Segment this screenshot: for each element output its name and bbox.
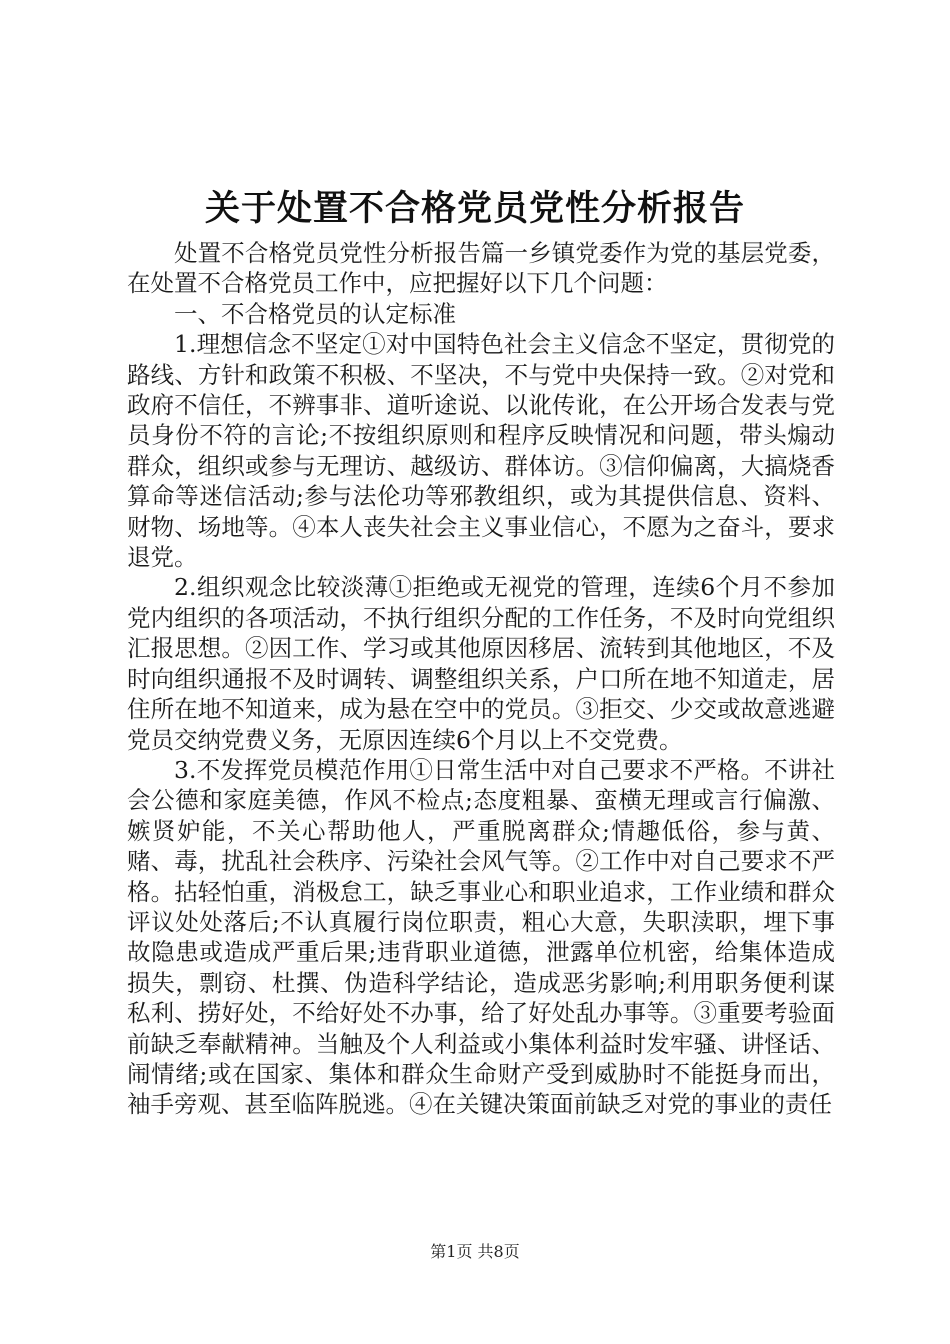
paragraph-item-2: 2.组织观念比较淡薄①拒绝或无视党的管理，连续6个月不参加党内组织的各项活动，不执行组织分配的工作任务，不及时向党组织汇报思想。②因工作、学习或其他原因移居、流转到其他地区，不及时向组织通报不及时调转、调整组织关系，户口所在地不知道走，居住所在地不知道来，成为悬在空中的党员。③拒交、少交或故意逃避党员交纳党费义务，无原因连续6个月以上不交党费。 bbox=[127, 573, 835, 754]
document-title: 关于处置不合格党员党性分析报告 bbox=[204, 188, 745, 229]
document-body bbox=[127, 238, 835, 1120]
paragraph-item-3: 3.不发挥党员模范作用①日常生活中对自己要求不严格。不讲社会公德和家庭美德，作风不检点;态度粗暴、蛮横无理或言行偏激、嫉贤妒能，不关心帮助他人，严重脱离群众;情趣低俗，参与黄、赌、毒，扰乱社会秩序、污染社会风气等。②工作中对自己要求不严格。拈轻怕重，消极怠工，缺乏事业心和职业追求，工作业绩和群众评议处处落后;不认真履行岗位职责，粗心大意，失职渎职，埋下事故隐患或造成严重后果;违背职业道德，泄露单位机密，给集体造成损失，剽窃、杜撰、伪造科学结论，造成恶劣影响;利用职务便利谋私利、捞好处，不给好处不办事，给了好处乱办事等。③重要考验面前缺乏奉献精神。当触及个人利益或小集体利益时发牢骚、讲怪话、闹情绪;或在国家、集体和群众生命财产受到威胁时不能挺身而出，袖手旁观、甚至临阵脱逃。④在关键决策面前缺乏对党的事业的责任 bbox=[127, 755, 835, 1119]
page-number-footer: 第1页 共8页 bbox=[430, 1242, 520, 1261]
section-heading: 一、不合格党员的认定标准 bbox=[174, 299, 456, 328]
paragraph-item-1: 1.理想信念不坚定①对中国特色社会主义信念不坚定，贯彻党的路线、方针和政策不积极、不坚决，不与党中央保持一致。②对党和政府不信任，不辨事非、道听途说、以讹传讹，在公开场合发表与党员身份不符的言论;不按组织原则和程序反映情况和问题，带头煽动群众，组织或参与无理访、越级访、群体访。③信仰偏离，大搞烧香算命等迷信活动;参与法伦功等邪教组织，或为其提供信息、资料、财物、场地等。④本人丧失社会主义事业信心，不愿为之奋斗，要求退党。 bbox=[127, 330, 835, 572]
paragraph-intro: 处置不合格党员党性分析报告篇一乡镇党委作为党的基层党委，在处置不合格党员工作中，应把握好以下几个问题： bbox=[127, 239, 835, 298]
